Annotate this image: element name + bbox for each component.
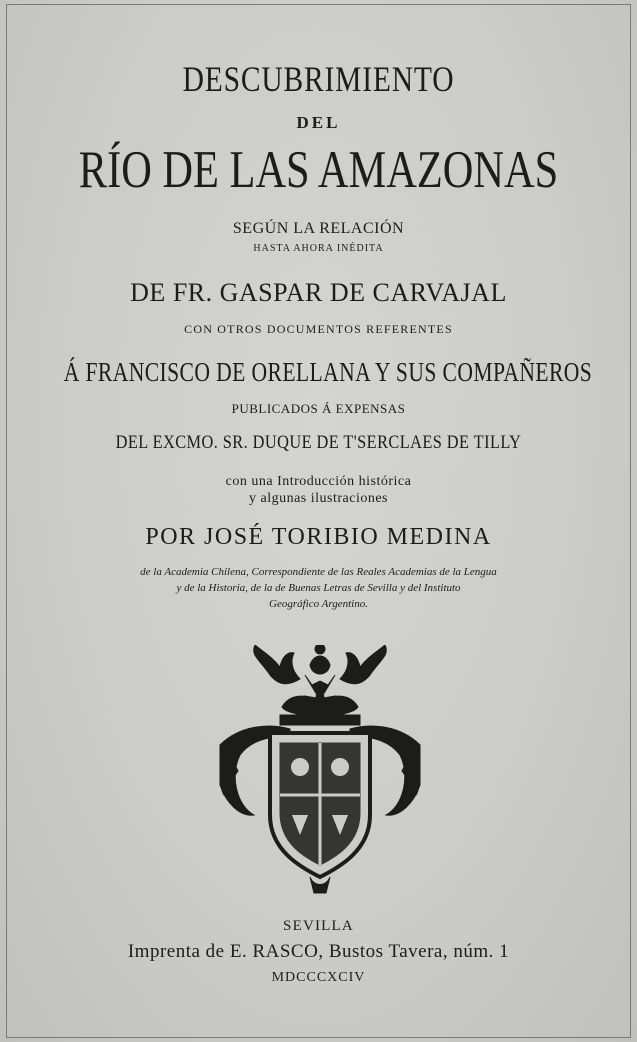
intro-line-1: con una Introducción histórica <box>225 474 412 489</box>
subtitle-segun-la-relacion: SEGÚN LA RELACIÓN <box>232 220 405 237</box>
editor-credentials-3: Geográfico Argentino. <box>269 598 368 610</box>
subtitle-hasta-ahora-inedita: HASTA AHORA INÉDITA <box>253 243 384 254</box>
imprint-city: SEVILLA <box>283 918 354 934</box>
editor-credentials-1: de la Academia Chilena, Correspondiente de las Reales Academias de la Lengua <box>140 566 497 578</box>
subtitle-publicados: PUBLICADOS Á EXPENSAS <box>231 401 406 416</box>
title-descubrimiento: DESCUBRIMIENTO <box>182 59 455 99</box>
title-del: DEL <box>296 113 341 132</box>
intro-line-2: y algunas ilustraciones <box>248 491 389 506</box>
patron-duque: DEL EXCMO. SR. DUQUE DE T'SERCLAES DE TILLY <box>115 432 522 453</box>
imprint-printer: Imprenta de E. RASCO, Bustos Tavera, núm. 1 <box>127 941 510 962</box>
editor-credentials-2: y de la Historia, de la de Buenas Letras de Sevilla y del Instituto <box>176 582 461 594</box>
subtitle-otros-documentos: CON OTROS DOCUMENTOS REFERENTES <box>184 322 453 336</box>
subtitle-orellana: Á FRANCISCO DE ORELLANA Y SUS COMPAÑEROS <box>63 357 593 387</box>
editor-medina: POR JOSÉ TORIBIO MEDINA <box>145 524 492 550</box>
coat-of-arms-icon <box>210 645 430 895</box>
title-rio-de-las-amazonas: RÍO DE LAS AMAZONAS <box>78 141 559 199</box>
imprint-year: MDCCCXCIV <box>271 970 366 985</box>
author-carvajal: DE FR. GASPAR DE CARVAJAL <box>130 278 507 307</box>
